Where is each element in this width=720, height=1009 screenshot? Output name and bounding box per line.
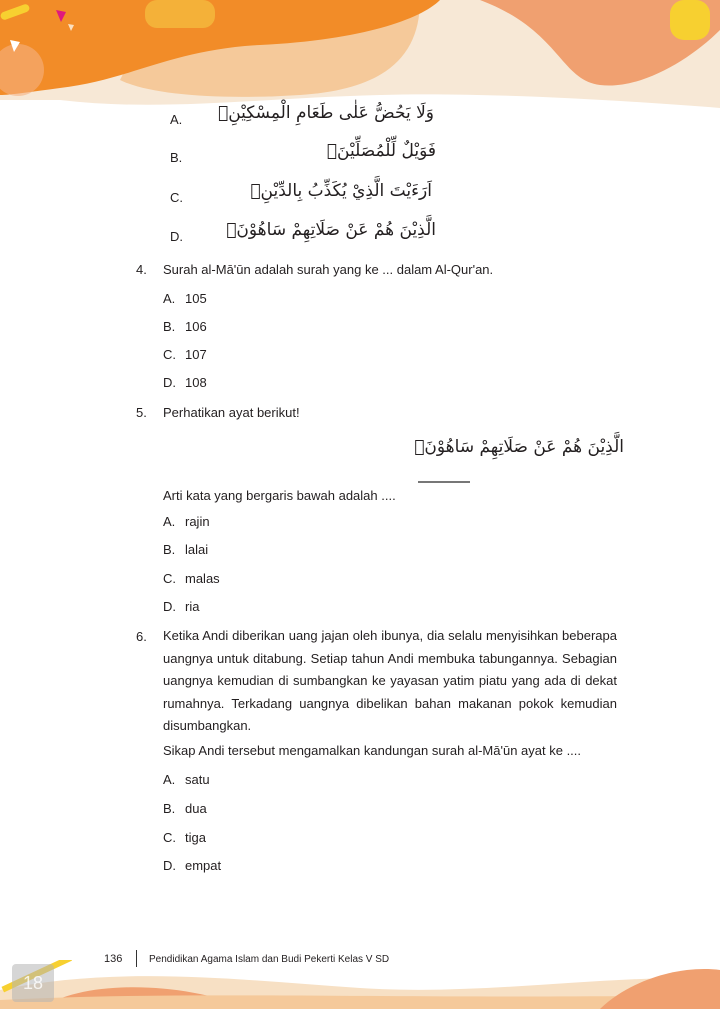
option-letter: B.: [163, 319, 176, 334]
arabic-verse: اَرَءَيْتَ الَّذِيْ يُكَذِّبُ بِالدِّيْنِۗ: [250, 181, 432, 201]
question-prompt: Arti kata yang bergaris bawah adalah ....: [163, 488, 396, 503]
option-text: 105: [185, 291, 207, 306]
option-letter: B.: [163, 542, 176, 557]
question-text: Surah al-Mā'ūn adalah surah yang ke ... dalam Al-Qur'an.: [163, 262, 494, 277]
option-letter: D.: [170, 229, 183, 244]
question-number: 5.: [136, 405, 147, 420]
option-letter: A.: [170, 112, 183, 127]
option-text: satu: [185, 772, 210, 787]
option-text: 107: [185, 347, 207, 362]
option-letter: A.: [163, 514, 176, 529]
arabic-verse: الَّذِيْنَ هُمْ عَنْ صَلَاتِهِمْ سَاهُوْنَۙ: [414, 437, 624, 457]
question-prompt: Sikap Andi tersebut mengamalkan kandungan surah al-Mā'ūn ayat ke ....: [163, 743, 582, 758]
book-title: Pendidikan Agama Islam dan Budi Pekerti Kelas V SD: [149, 954, 390, 965]
option-text: tiga: [185, 830, 206, 845]
question-text: Ketika Andi diberikan uang jajan oleh ibunya, dia selalu menyisihkan beberapa uangnya untuk ditabung. Setiap tahun Andi membuka tabungannya. Sebagian uangnya kemudian di sumbangkan ke yayasan yatim piatu yang ada di dekat rumahnya. Terkadang uangnya dibelikan bahan makanan pokok kemudian disumbangkan.: [163, 628, 617, 733]
option-text: 106: [185, 319, 207, 334]
option-text: 108: [185, 375, 207, 390]
header-decoration: [0, 0, 720, 120]
question-number: 6.: [136, 629, 147, 644]
page-indicator[interactable]: [12, 964, 54, 1002]
option-letter: C.: [163, 347, 176, 362]
arabic-verse: فَوَيْلٌ لِّلْمُصَلِّيْنَۙ: [326, 141, 436, 161]
arabic-verse: وَلَا يَحُضُّ عَلٰى طَعَامِ الْمِسْكِيْنِۗ: [218, 103, 434, 123]
underline-mark: [418, 481, 470, 483]
option-text: ria: [185, 599, 200, 614]
option-letter: C.: [163, 571, 176, 586]
option-letter: B.: [170, 150, 183, 165]
option-letter: B.: [163, 801, 176, 816]
footer-divider: [136, 950, 137, 967]
option-letter: A.: [163, 772, 176, 787]
option-letter: D.: [163, 599, 176, 614]
option-text: dua: [185, 801, 207, 816]
question-text: Perhatikan ayat berikut!: [163, 405, 300, 420]
option-letter: A.: [163, 291, 176, 306]
page-number: 136: [104, 953, 123, 965]
option-text: empat: [185, 858, 222, 873]
option-letter: C.: [170, 190, 183, 205]
option-text: lalai: [185, 542, 209, 557]
option-letter: C.: [163, 830, 176, 845]
option-text: malas: [185, 571, 220, 586]
arabic-verse: الَّذِيْنَ هُمْ عَنْ صَلَاتِهِمْ سَاهُوْنَۙ: [226, 220, 436, 240]
option-letter: D.: [163, 375, 176, 390]
option-letter: D.: [163, 858, 176, 873]
footer-decoration: [0, 960, 720, 1009]
option-text: rajin: [185, 514, 210, 529]
page-indicator-label: 18: [22, 973, 44, 993]
question-number: 4.: [136, 262, 147, 277]
